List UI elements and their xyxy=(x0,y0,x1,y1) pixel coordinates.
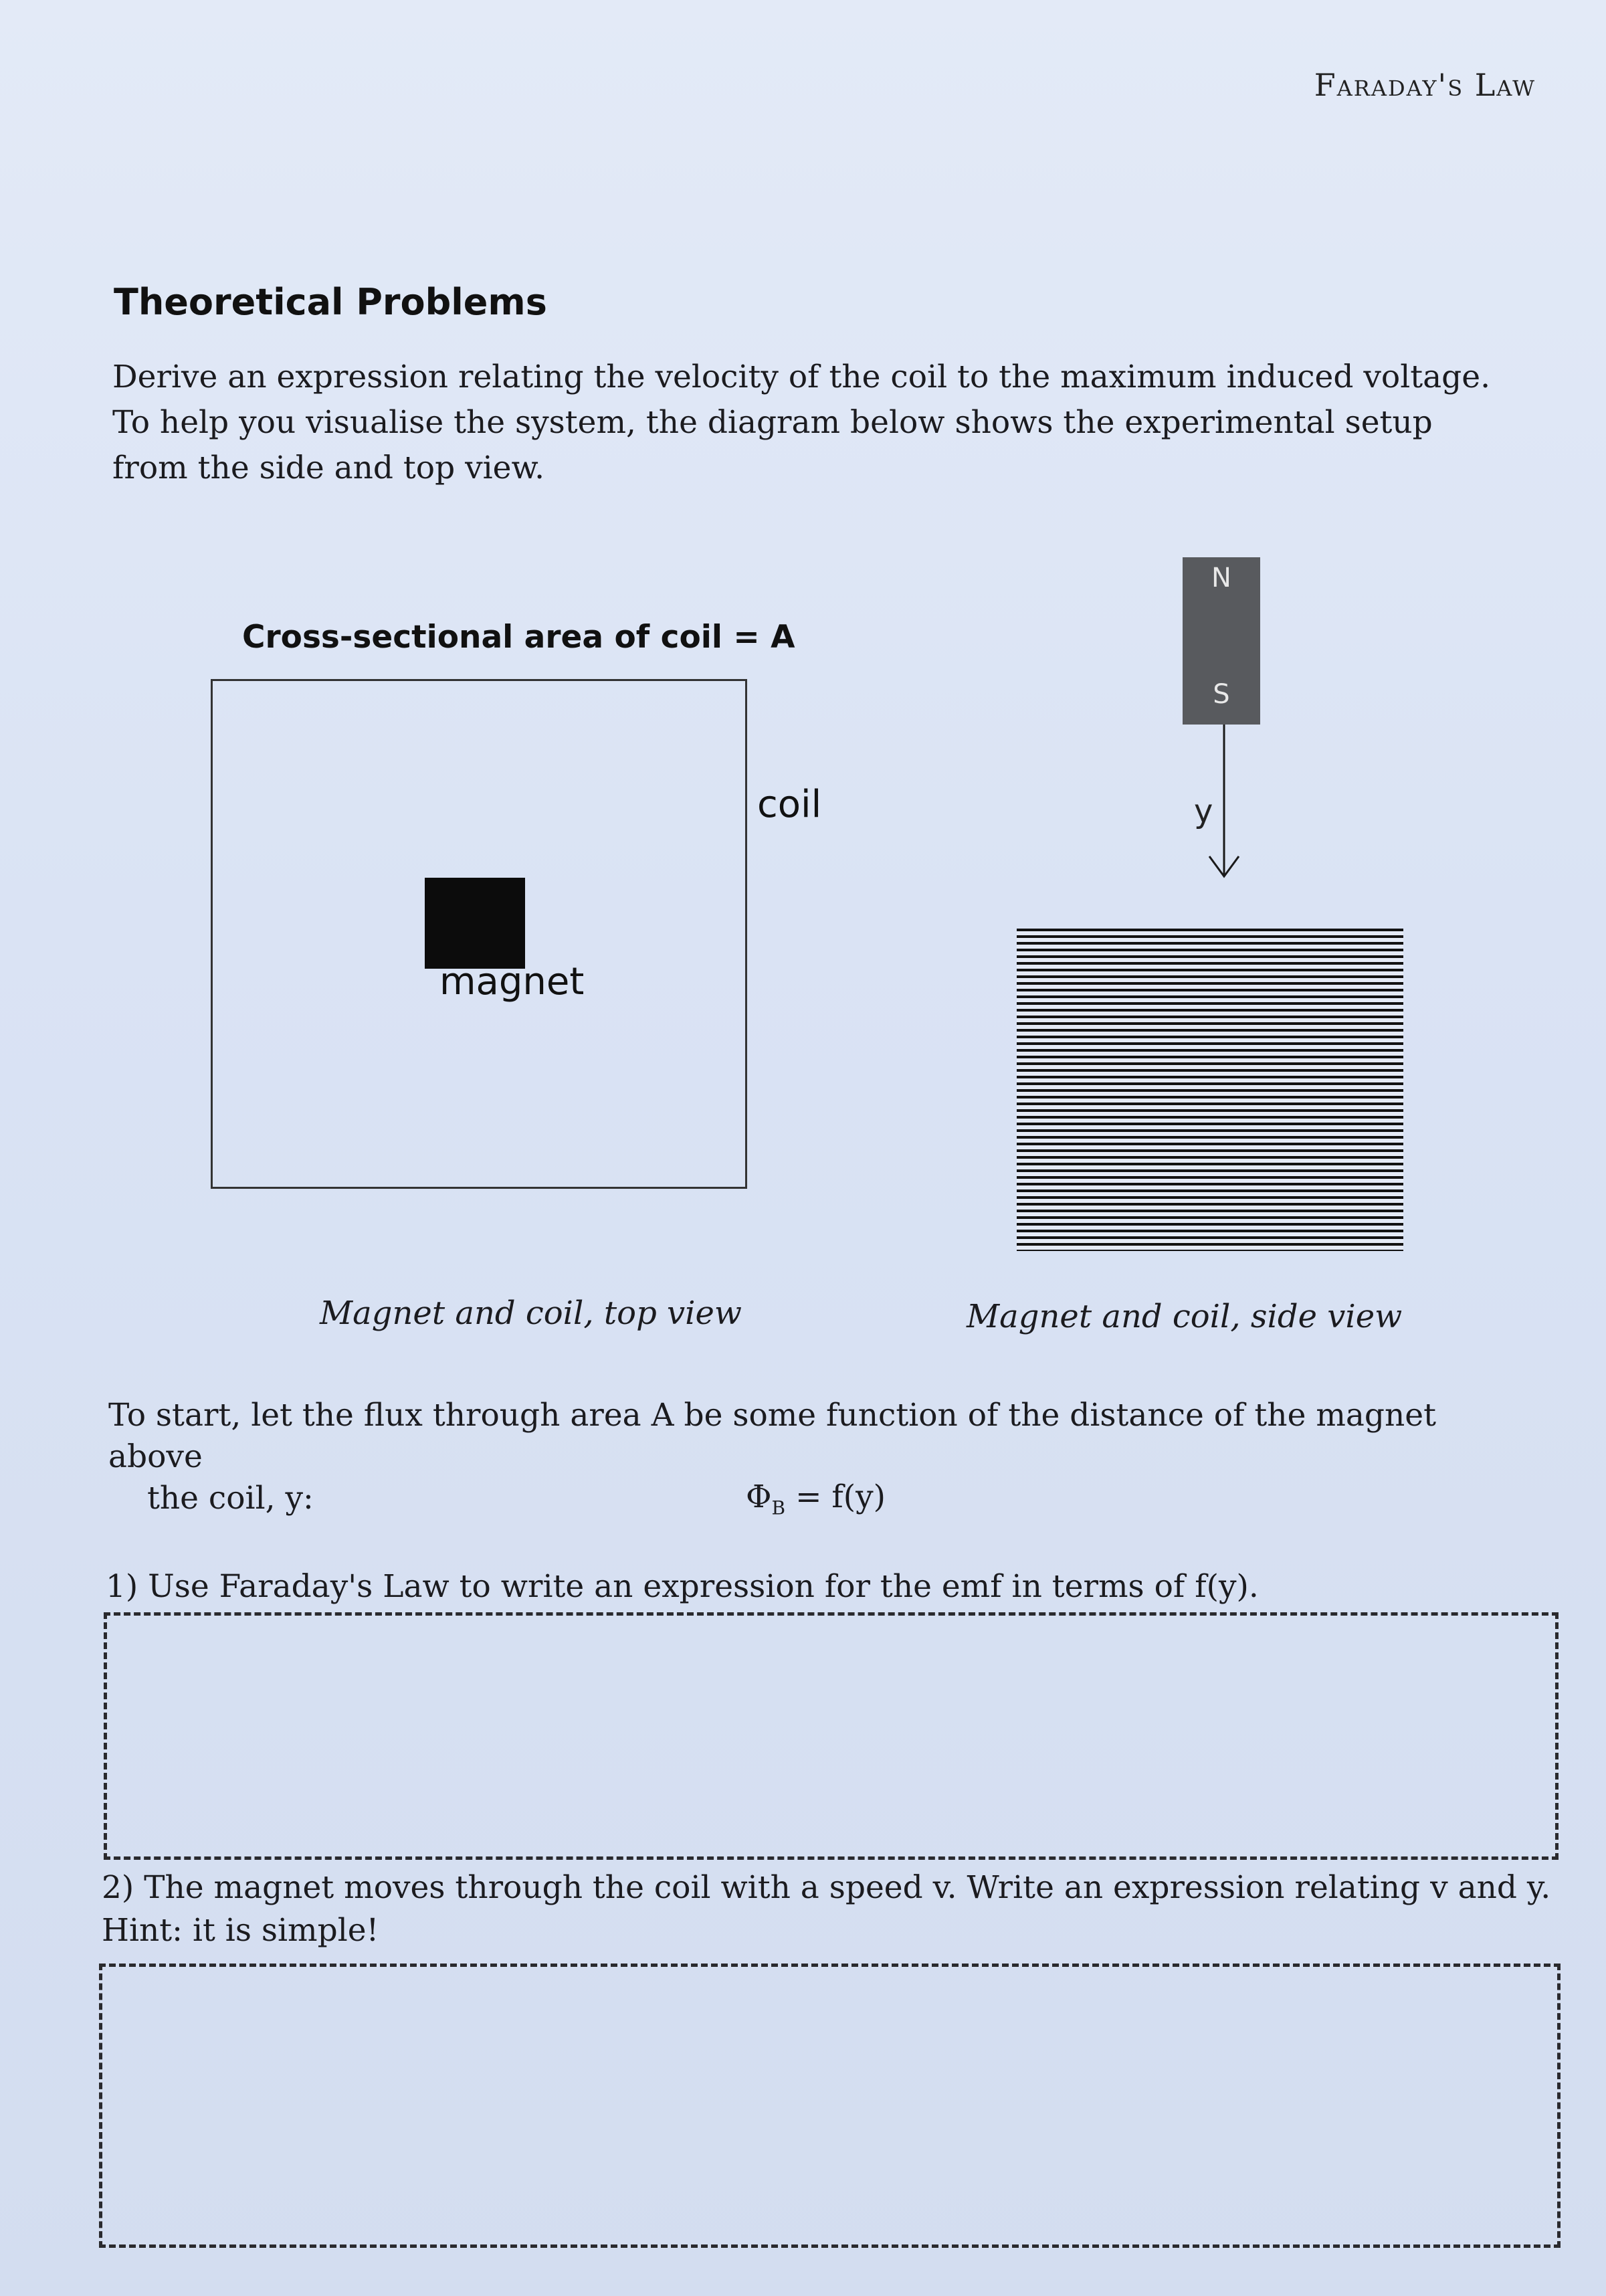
magnet-top-view xyxy=(425,878,525,969)
coil-side-view xyxy=(1017,929,1403,1251)
north-pole-label: N xyxy=(1211,563,1231,593)
area-label: Cross-sectional area of coil = A xyxy=(242,619,795,656)
coil-label: coil xyxy=(757,783,822,826)
flux-symbol: Φ xyxy=(746,1478,772,1515)
answer-box-1[interactable] xyxy=(104,1612,1559,1860)
running-header: Faraday's Law xyxy=(1314,67,1536,103)
question-2: 2) The magnet moves through the coil with a speed v. Write an expression relating v and y. Hint: it is simple! xyxy=(102,1869,1551,1949)
flux-subscript: B xyxy=(771,1497,786,1519)
setup-line-2: the coil, y: xyxy=(147,1480,314,1517)
caption-top-view: Magnet and coil, top view xyxy=(320,1295,742,1332)
magnet-label: magnet xyxy=(439,960,585,1003)
flux-equation xyxy=(746,1478,886,1519)
distance-label: y xyxy=(1194,793,1213,830)
answer-box-2[interactable] xyxy=(99,1964,1561,2248)
question-1: 1) Use Faraday's Law to write an expression for the emf in terms of f(y). xyxy=(106,1568,1259,1605)
flux-function: = f(y) xyxy=(785,1478,886,1515)
bar-magnet xyxy=(1183,557,1260,725)
intro-paragraph: Derive an expression relating the velocity of the coil to the maximum induced voltage. To help you visualise the system, the diagram below shows the experimental setup from the side and top view. xyxy=(112,359,1491,486)
south-pole-label: S xyxy=(1213,679,1230,710)
setup-line-1: To start, let the flux through area A be some function of the distance of the magnet above xyxy=(108,1397,1436,1475)
caption-side-view: Magnet and coil, side view xyxy=(967,1298,1403,1335)
section-title: Theoretical Problems xyxy=(114,281,547,323)
